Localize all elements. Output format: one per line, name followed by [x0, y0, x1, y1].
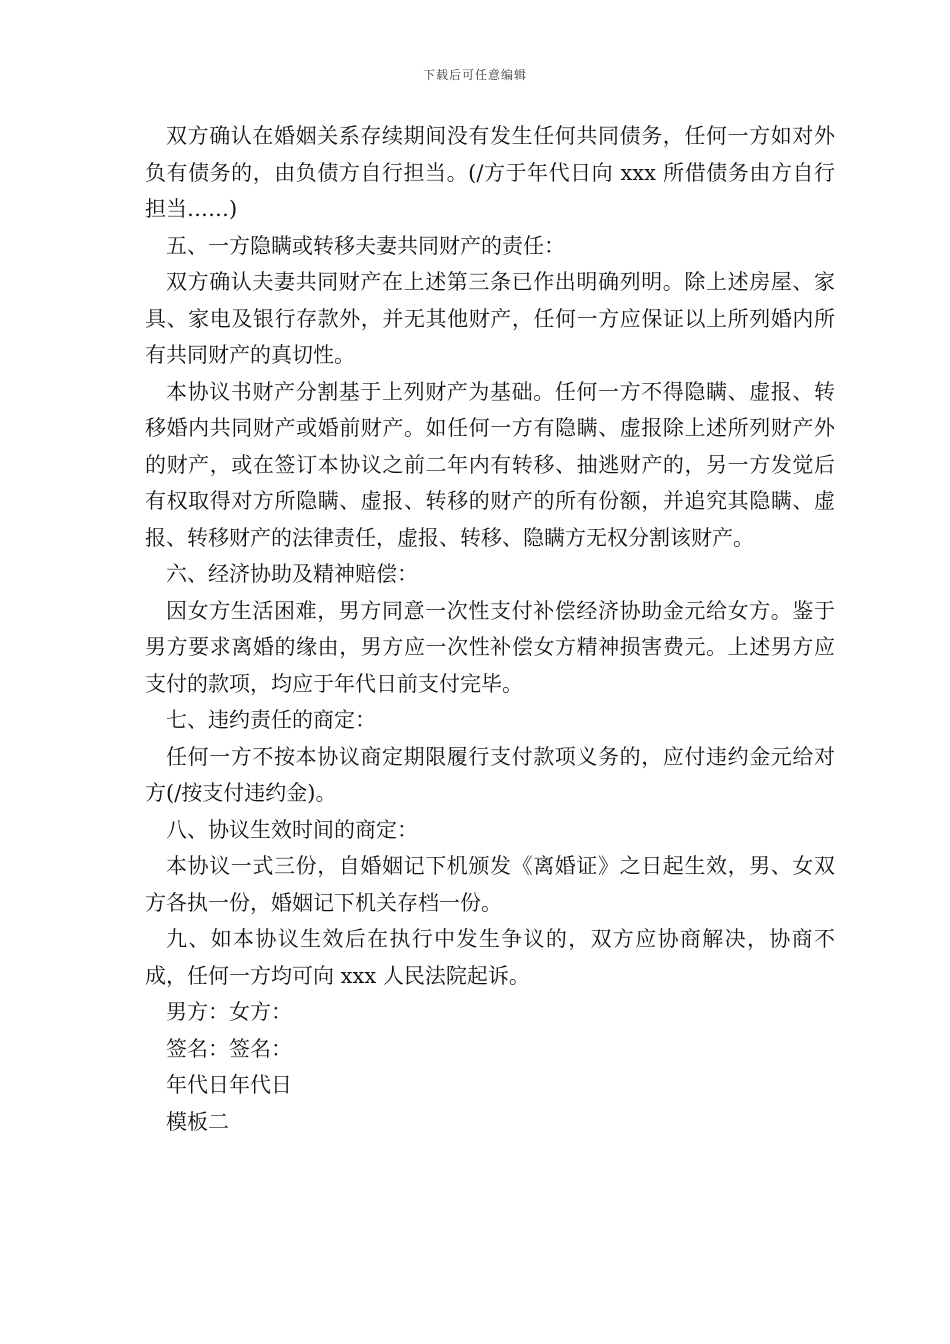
page-header: 下载后可任意编辑: [422, 68, 527, 82]
section-heading-8: 八、协议生效时间的商定：: [166, 817, 418, 842]
section-heading-7: 七、违约责任的商定：: [166, 708, 376, 732]
paragraph-breach: 任何一方不按本协议商定期限履行支付款项义务的，应付违约金元给对方(/按支付违约金)。: [145, 744, 835, 805]
section-heading-5: 五、一方隐瞒或转移夫妻共同财产的责任：: [166, 233, 565, 258]
paragraph-debt-confirmation: 双方确认在婚姻关系存续期间没有发生任何共同债务，任何一方如对外负有债务的，由负债方自行担当。(/方于年代日向 xxx 所借债务由方自行担当……): [145, 124, 835, 221]
paragraph-property-confirmation: 双方确认夫妻共同财产在上述第三条已作出明确列明。除上述房屋、家具、家电及银行存款外，并无其他财产，任何一方应保证以上所列婚内所有共同财产的真切性。: [145, 270, 835, 367]
section-heading-6: 六、经济协助及精神赔偿：: [166, 562, 418, 586]
signature-dates: 年代日年代日: [166, 1073, 292, 1097]
paragraph-compensation: 因女方生活困难，男方同意一次性支付补偿经济协助金元给女方。鉴于男方要求离婚的缘由，男方应一次性补偿女方精神损害费元。上述男方应支付的款项，均应于年代日前支付完毕。: [145, 598, 835, 696]
paragraph-property-division: 本协议书财产分割基于上列财产为基础。任何一方不得隐瞒、虚报、转移婚内共同财产或婚前财产。如任何一方有隐瞒、虚报除上述所列财产外的财产，或在签订本协议之前二年内有转移、抽逃财产的，另一方发觉后有权取得对方所隐瞒、虚报、转移的财产的所有份额，并追究其隐瞒、虚报、转移财产的法律责任，虚报、转移、隐瞒方无权分割该财产。: [145, 379, 835, 550]
signature-names: 签名：签名：: [166, 1036, 292, 1061]
template-two-heading: 模板二: [166, 1109, 229, 1134]
document-body: [145, 118, 835, 1140]
paragraph-dispute: 九、如本协议生效后在执行中发生争议的，双方应协商解决，协商不成，任何一方均可向 xxx 人民法院起诉。: [145, 927, 835, 988]
signature-parties: 男方：女方：: [166, 1000, 292, 1024]
paragraph-effective-time: 本协议一式三份，自婚姻记下机颁发《离婚证》之日起生效，男、女双方各执一份，婚姻记下机关存档一份。: [145, 854, 835, 915]
